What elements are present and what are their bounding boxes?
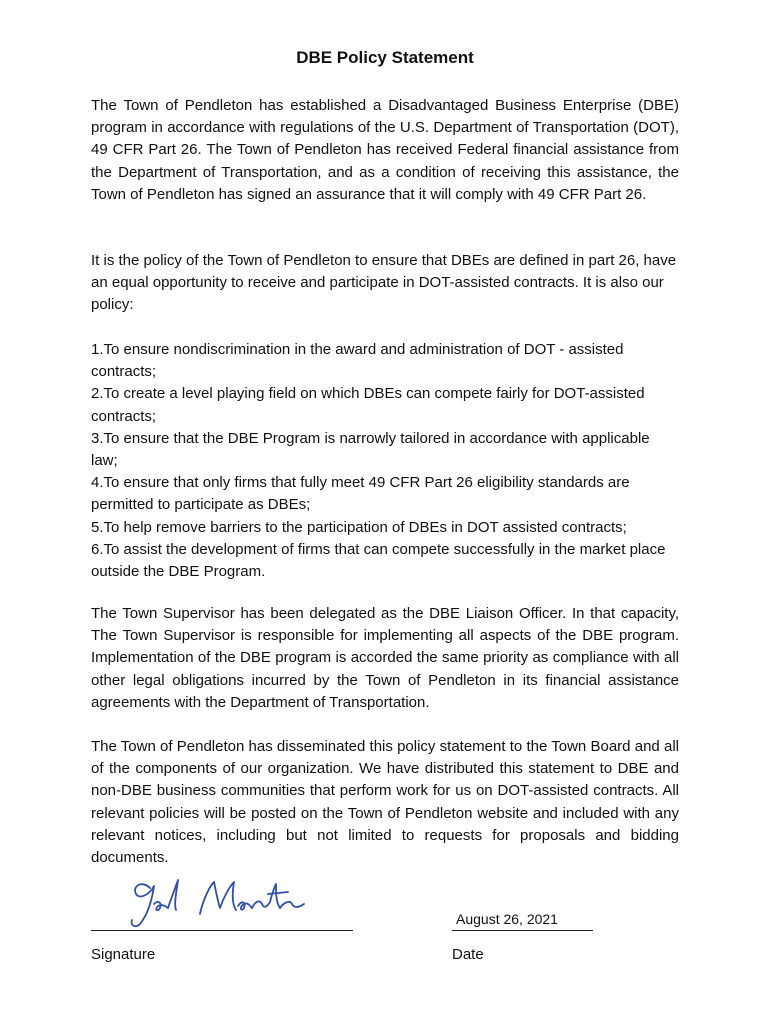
intro-paragraph-container <box>91 95 679 206</box>
policy-list-item: 1.To ensure nondiscrimination in the award and administration of DOT - assisted contracts; <box>91 341 624 381</box>
intro-paragraph: The Town of Pendleton has established a Disadvantaged Business Enterprise (DBE) program in accordance with regulations of the U.S. Department of Transportation (DOT), 49 CFR Part 26. The Town of Pendleton has received Federal financial assistance from the Department of Transportation, and as a condition of receiving this assistance, the Town of Pendleton has signed an assurance that it will comply with 49 CFR Part 26. <box>91 97 679 203</box>
liaison-paragraph-container <box>91 603 679 714</box>
policy-list-item: 4.To ensure that only firms that fully meet 49 CFR Part 26 eligibility standards are permitted to participate as DBEs; <box>91 474 630 514</box>
date-label: Date <box>452 946 484 963</box>
policy-list-item: 5.To help remove barriers to the participation of DBEs in DOT assisted contracts; <box>91 518 627 536</box>
signature-line <box>91 930 353 931</box>
liaison-paragraph: The Town Supervisor has been delegated as the DBE Liaison Officer. In that capacity, The Town Supervisor is responsible for implementing all aspects of the DBE program. Implementation of the DBE program is accorded the same priority as compliance with all other legal obligations incurred by the Town of Pendleton in its financial assistance agreements with the Department of Transportation. <box>91 605 679 711</box>
handwritten-signature <box>128 874 310 930</box>
policy-list-item: 2.To create a level playing field on which DBEs can compete fairly for DOT-assisted contracts; <box>91 385 645 425</box>
policy-paragraph: It is the policy of the Town of Pendleton to ensure that DBEs are defined in part 26, have an equal opportunity to receive and participate in DOT-assisted contracts. It is also our policy: <box>91 252 677 314</box>
policy-list <box>91 339 679 583</box>
policy-paragraph-container <box>91 250 679 317</box>
dissemination-paragraph: The Town of Pendleton has disseminated this policy statement to the Town Board and all of the components of our organization. We have distributed this statement to DBE and non-DBE business communities that perform work for us on DOT-assisted contracts. All relevant policies will be posted on the Town of Pendleton website and included with any relevant notices, including but not limited to requests for proposals and bidding documents. <box>91 738 679 867</box>
date-value: August 26, 2021 <box>456 911 558 927</box>
date-line <box>452 930 593 931</box>
signature-label: Signature <box>91 946 156 963</box>
policy-list-item: 6.To assist the development of firms that can compete successfully in the market place outside the DBE Program. <box>91 540 666 581</box>
dissemination-paragraph-container <box>91 736 679 869</box>
document-title: DBE Policy Statement <box>296 48 474 67</box>
policy-list-item: 3.To ensure that the DBE Program is narrowly tailored in accordance with applicable law; <box>91 429 650 470</box>
